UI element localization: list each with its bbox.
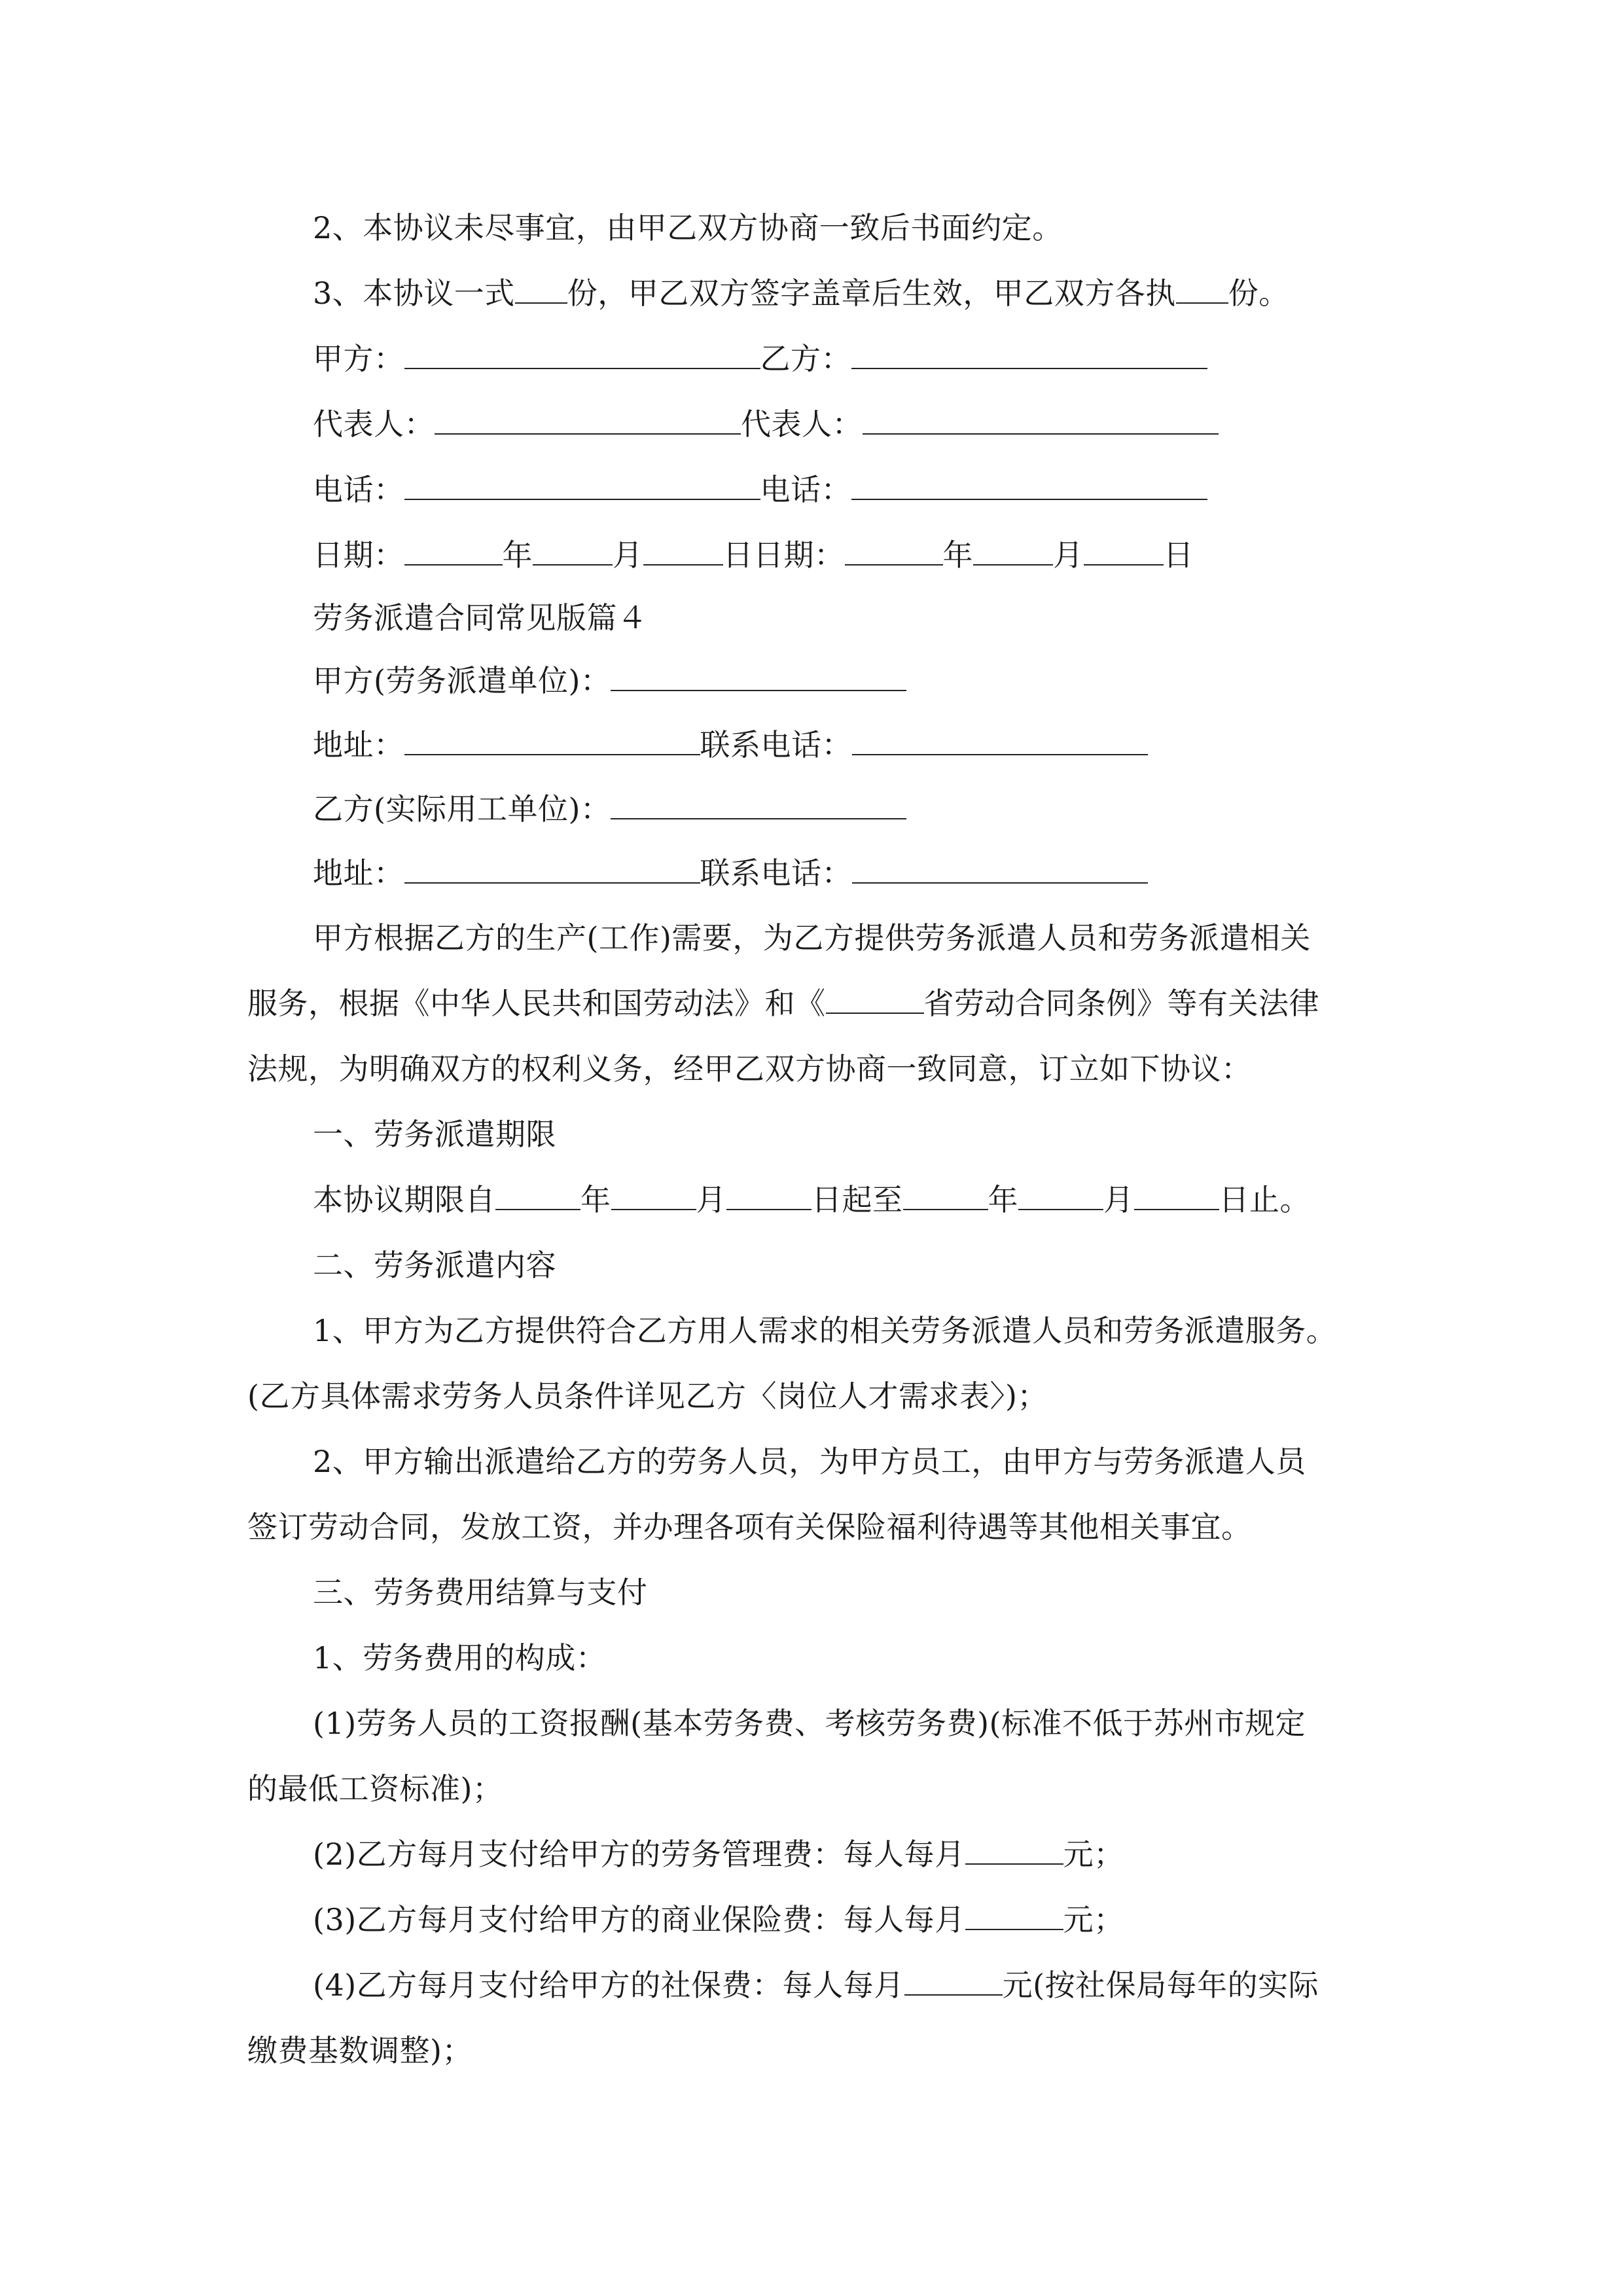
contact-phone-label: 联系电话：: [700, 727, 852, 762]
address-label: 地址：: [313, 727, 404, 762]
party-a-address-row: [313, 725, 1148, 764]
rep-b-label: 代表人：: [741, 406, 863, 442]
year-label: 年: [502, 537, 533, 573]
year-label: 年: [580, 1182, 611, 1217]
heading-1-text: 一、劳务派遣期限: [313, 1117, 556, 1152]
date-b-year-blank[interactable]: [845, 538, 943, 565]
fee-intro: [313, 1638, 606, 1677]
party-a-dispatch-row: [313, 661, 906, 700]
section-title-text: 劳务派遣合同常见版篇４: [313, 600, 648, 636]
phone-b-label: 电话：: [760, 472, 851, 507]
section-title: [313, 598, 648, 637]
phone-a-label: 电话：: [313, 472, 404, 507]
party-a-dispatch-label: 甲方(劳务派遣单位)：: [313, 663, 611, 698]
copies-each-blank[interactable]: [1176, 276, 1228, 304]
party-b-employer-label: 乙方(实际用工单位)：: [313, 791, 611, 827]
clause-3-text-c: 份。: [1228, 276, 1289, 311]
fee-3-line: [313, 1900, 1124, 1939]
year-label: 年: [942, 537, 973, 573]
preamble-line-2: [247, 984, 1319, 1023]
party-a-address-blank[interactable]: [404, 728, 700, 755]
date-a-day-blank[interactable]: [643, 538, 723, 565]
month-label: 月: [696, 1182, 726, 1217]
date-b-label: 日日期：: [722, 537, 845, 573]
clause-2: [313, 208, 1063, 247]
month-label: 月: [613, 537, 643, 573]
clause-3-text-b: 份，甲乙双方签字盖章后生效，甲乙双方各执: [567, 276, 1176, 311]
end-year-blank[interactable]: [903, 1183, 988, 1210]
clause-2-text: 2、本协议未尽事宜，由甲乙双方协商一致后书面约定。: [313, 210, 1063, 245]
preamble-text-2a: 服务，根据《中华人民共和国劳动法》和《: [247, 986, 826, 1021]
clause-3-text-a: 3、本协议一式: [313, 276, 515, 311]
preamble-text-1: 甲方根据乙方的生产(工作)需要，为乙方提供劳务派遣人员和劳务派遣相关: [313, 920, 1311, 956]
party-b-employer-row: [313, 789, 906, 829]
yuan-label: 元；: [1063, 1837, 1124, 1872]
term-text-b: 日起至: [812, 1182, 903, 1217]
insurance-fee-blank[interactable]: [965, 1903, 1063, 1930]
content-2-line-a: [313, 1442, 1306, 1481]
signature-rep-row: [313, 404, 1219, 444]
province-blank[interactable]: [826, 986, 924, 1014]
heading-2: [313, 1246, 556, 1285]
content-1-line-b: [247, 1376, 1048, 1416]
fee-3-text: (3)乙方每月支付给甲方的商业保险费：每人每月: [313, 1902, 965, 1937]
party-b-address-row: [313, 853, 1148, 893]
signature-date-row: [313, 535, 1194, 575]
fee-4-text-a: (4)乙方每月支付给甲方的社保费：每人每月: [313, 1967, 904, 2003]
end-month-blank[interactable]: [1018, 1183, 1103, 1210]
signature-party-row: [313, 339, 1207, 378]
fee-4-line-a: [313, 1965, 1319, 2005]
heading-3: [313, 1573, 648, 1612]
heading-2-text: 二、劳务派遣内容: [313, 1247, 556, 1283]
party-a-dispatch-blank[interactable]: [611, 664, 906, 691]
term-text-a: 本协议期限自: [313, 1182, 495, 1217]
party-b-label: 乙方：: [760, 341, 851, 376]
yuan-label: 元；: [1063, 1902, 1124, 1937]
term-text-c: 日止。: [1219, 1182, 1310, 1217]
copies-blank[interactable]: [515, 276, 567, 304]
fee-intro-text: 1、劳务费用的构成：: [313, 1640, 607, 1676]
heading-3-text: 三、劳务费用结算与支付: [313, 1575, 648, 1610]
content-1-text-a: 1、甲方为乙方提供符合乙方用人需求的相关劳务派遣人员和劳务派遣服务。: [313, 1313, 1337, 1348]
party-b-contact-phone-blank[interactable]: [852, 856, 1148, 884]
content-2-line-b: [247, 1507, 1252, 1547]
heading-1: [313, 1115, 556, 1154]
content-1-line-a: [313, 1311, 1336, 1350]
phone-b-blank[interactable]: [851, 473, 1207, 500]
fee-1-line-b: [247, 1769, 503, 1808]
fee-1-text-a: (1)劳务人员的工资报酬(基本劳务费、考核劳务费)(标准不低于苏州市规定: [313, 1706, 1306, 1741]
date-a-label: 日期：: [313, 537, 404, 573]
preamble-text-3: 法规，为明确双方的权利义务，经甲乙双方协商一致同意，订立如下协议：: [247, 1051, 1252, 1086]
address-label: 地址：: [313, 855, 404, 891]
date-b-day-blank[interactable]: [1084, 538, 1164, 565]
fee-1-text-b: 的最低工资标准)；: [247, 1771, 503, 1806]
rep-a-blank[interactable]: [435, 407, 741, 435]
clause-3: [313, 274, 1289, 313]
day-label: 日: [1163, 537, 1194, 573]
party-b-address-blank[interactable]: [404, 856, 700, 884]
date-a-month-blank[interactable]: [533, 538, 613, 565]
rep-a-label: 代表人：: [313, 406, 435, 442]
party-a-label: 甲方：: [313, 341, 404, 376]
party-a-contact-phone-blank[interactable]: [852, 728, 1148, 755]
date-b-month-blank[interactable]: [973, 538, 1053, 565]
party-b-employer-blank[interactable]: [611, 792, 906, 819]
preamble-line-3: [247, 1049, 1252, 1088]
year-label: 年: [988, 1182, 1018, 1217]
start-year-blank[interactable]: [495, 1183, 580, 1210]
fee-4-line-b: [247, 2031, 473, 2070]
month-label: 月: [1053, 537, 1084, 573]
signature-phone-row: [313, 470, 1207, 509]
preamble-text-2b: 省劳动合同条例》等有关法律: [923, 986, 1319, 1021]
phone-a-blank[interactable]: [404, 473, 760, 500]
end-day-blank[interactable]: [1134, 1183, 1219, 1210]
party-b-blank[interactable]: [851, 342, 1207, 369]
fee-2-text: (2)乙方每月支付给甲方的劳务管理费：每人每月: [313, 1837, 965, 1872]
content-1-text-b: (乙方具体需求劳务人员条件详见乙方〈岗位人才需求表〉)；: [247, 1378, 1048, 1414]
rep-b-blank[interactable]: [863, 407, 1219, 435]
start-month-blank[interactable]: [611, 1183, 696, 1210]
contact-phone-label: 联系电话：: [700, 855, 852, 891]
fee-2-line: [313, 1835, 1124, 1874]
fee-4-text-c: 缴费基数调整)；: [247, 2033, 473, 2068]
month-label: 月: [1103, 1182, 1134, 1217]
management-fee-blank[interactable]: [965, 1837, 1063, 1865]
content-2-text-a: 2、甲方输出派遣给乙方的劳务人员，为甲方员工，由甲方与劳务派遣人员: [313, 1444, 1306, 1479]
preamble-line-1: [313, 918, 1311, 958]
content-2-text-b: 签订劳动合同，发放工资，并办理各项有关保险福利待遇等其他相关事宜。: [247, 1509, 1252, 1545]
social-security-fee-blank[interactable]: [904, 1968, 1003, 1996]
party-a-blank[interactable]: [404, 342, 760, 369]
start-day-blank[interactable]: [726, 1183, 812, 1210]
fee-4-text-b: 元(按社保局每年的实际: [1002, 1967, 1319, 2003]
fee-1-line-a: [313, 1704, 1306, 1743]
term-line: [313, 1180, 1310, 1219]
date-a-year-blank[interactable]: [404, 538, 503, 565]
